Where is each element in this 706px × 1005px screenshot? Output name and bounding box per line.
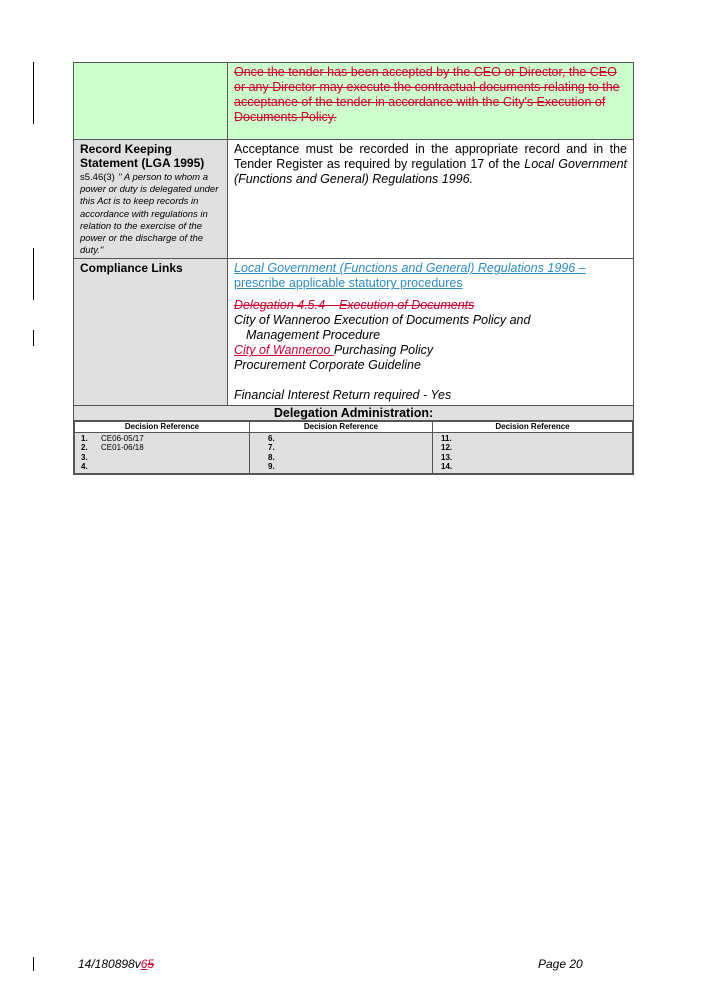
decision-header: Decision Reference: [75, 422, 250, 433]
decision-entry: 13.: [441, 452, 453, 462]
purchasing-policy: Purchasing Policy: [333, 343, 434, 358]
decision-reference-table: [74, 421, 633, 474]
decision-entry: 12.: [441, 443, 453, 453]
policy-line-1: City of Wanneroo Execution of Documents Policy and: [234, 313, 531, 328]
decision-body-row: [75, 432, 633, 473]
decision-entry: 6.: [268, 433, 275, 443]
decision-entry: 14.: [441, 462, 453, 472]
decision-col-1: [75, 432, 250, 473]
change-bar: [33, 248, 34, 300]
tender-row: [74, 63, 634, 140]
decision-entry: 1. CE06-05/17: [81, 433, 144, 443]
change-bar: [33, 62, 34, 124]
decision-entry: 3.: [81, 452, 88, 462]
admin-title-row: [74, 406, 634, 421]
record-keeping-label: Record Keeping Statement (LGA 1995): [80, 142, 205, 170]
record-keeping-section: s5.46(3): [80, 172, 115, 183]
compliance-text-cell: [228, 259, 634, 406]
record-keeping-text-cell: [228, 140, 634, 259]
compliance-list: [234, 298, 627, 403]
decision-entry: 4.: [81, 462, 88, 472]
document-reference: 14/180898v65: [78, 957, 155, 971]
regulations-link[interactable]: Local Government (Functions and General) Regulations 1996 –: [234, 261, 586, 276]
tender-text-cell: [228, 63, 634, 140]
admin-table-row: [74, 421, 634, 475]
admin-table-cell: [74, 421, 634, 475]
decision-col-3: [433, 432, 633, 473]
record-keeping-label-cell: [74, 140, 228, 259]
decision-header: Decision Reference: [433, 422, 633, 433]
tender-deleted-text: Once the tender has been accepted by the CEO or Director, the CEO or any Director may execute the contractual documents relating to the acceptance of the tender in accordance with the City's Execution of Documents Policy.: [234, 65, 620, 124]
delegation-table: [73, 62, 634, 475]
change-bar: [33, 957, 34, 971]
decision-header: Decision Reference: [250, 422, 433, 433]
decision-entry: 11.: [441, 433, 452, 443]
regulations-link-cont[interactable]: prescribe applicable statutory procedures: [234, 276, 463, 291]
decision-entry: 7.: [268, 443, 275, 453]
decision-entry: 8.: [268, 452, 275, 462]
compliance-label-cell: [74, 259, 228, 406]
change-bar: [33, 330, 34, 346]
doc-inserted-digit: 6: [140, 957, 148, 971]
procurement-guideline: Procurement Corporate Guideline: [234, 358, 421, 373]
compliance-row: [74, 259, 634, 406]
compliance-label: Compliance Links: [80, 261, 183, 276]
decision-entry: 9.: [268, 462, 275, 472]
decision-entry: 2. CE01-06/18: [81, 443, 144, 453]
page-number: Page 20: [538, 957, 583, 971]
doc-deleted-digit: 5: [147, 957, 155, 971]
policy-line-2: Management Procedure: [246, 328, 381, 343]
financial-interest: Financial Interest Return required - Yes: [234, 388, 452, 403]
inserted-text: City of Wanneroo: [234, 343, 334, 358]
tender-label-cell: [74, 63, 228, 140]
decision-col-2: [250, 432, 433, 473]
regulations-link-text[interactable]: [234, 261, 627, 291]
deleted-delegation: Delegation 4.5.4 – Execution of Documents: [234, 298, 475, 313]
admin-title: Delegation Administration:: [74, 406, 634, 421]
record-keeping-row: [74, 140, 634, 259]
record-keeping-text: Acceptance must be recorded in the appropriate record and in the Tender Register as required by regulation 17 of the Local Government (Functions and General) Regulations 1996.: [234, 142, 627, 186]
decision-header-row: [75, 422, 633, 433]
record-keeping-quote: " A person to whom a power or duty is delegated under this Act is to keep records in accordance with regulations in relation to the exercise of the power or the discharge of the duty.": [80, 172, 219, 257]
